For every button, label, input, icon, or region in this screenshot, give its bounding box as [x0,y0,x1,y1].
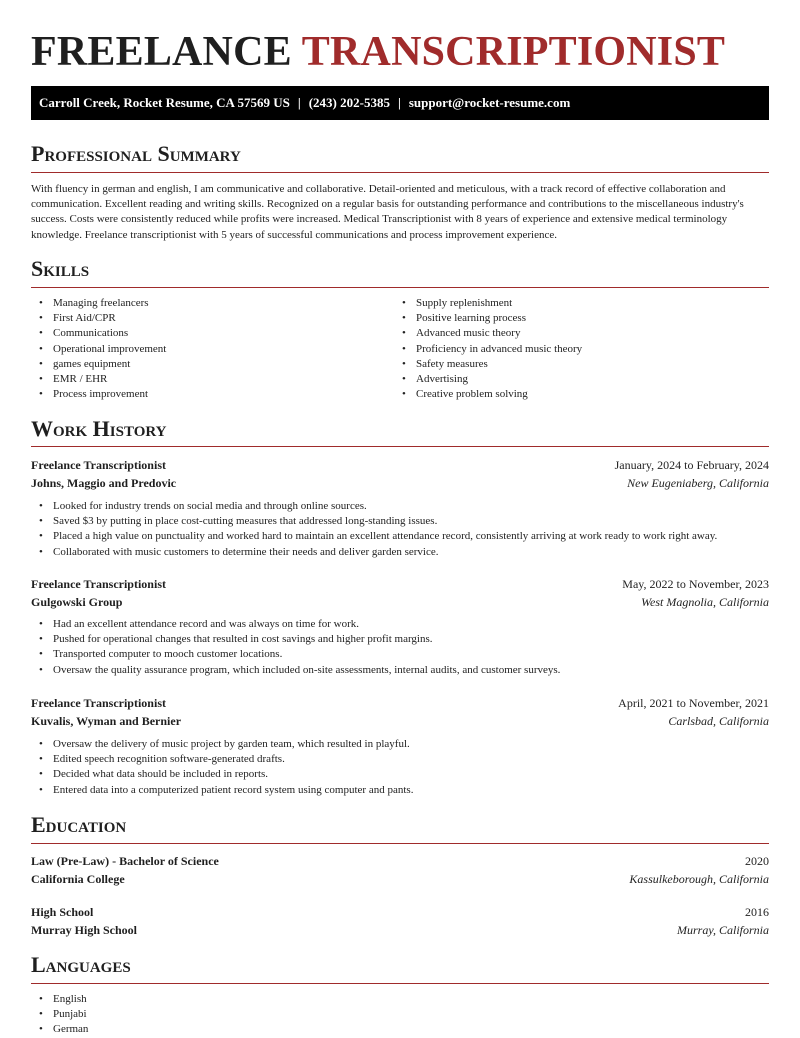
job-company: Kuvalis, Wyman and Bernier [31,714,182,728]
contact-separator: | [397,95,401,110]
job-bullet: • Looked for industry trends on social media and through online sources. [31,499,769,514]
job-bullet: • Decided what data should be included in reports. [31,767,769,782]
job-company: Johns, Maggio and Predovic [31,476,177,490]
skill-item: • Positive learning process [394,311,582,326]
languages-divider [31,983,769,984]
job-location: New Eugeniaberg, California [627,476,769,490]
language-item: • German [31,1022,88,1037]
job-title: Freelance Transcriptionist [31,458,166,472]
job-bullet: • Oversaw the quality assurance program, which included on-site assessments, internal audits, and customer surveys. [31,663,769,678]
summary-text: With fluency in german and english, I am communicative and collaborative. Detail-oriented and meticulous, with a track record of effective collaboration and communication. Excellent reading and writing skills. Recognized on a regular basis for outstanding performance and contributions to the miscellaneous industry's success. Costs were consistently reduced while profits were increased. Medical Transcriptionist with 8 years of experience and extensive medical terminology knowledge. Freelance transcriptionist with 5 years of successful communications and process improvement experience. [31,183,744,241]
skill-item: • Proficiency in advanced music theory [394,342,582,357]
job-company: Gulgowski Group [31,595,123,609]
skill-item: • Operational improvement [31,342,166,357]
education-divider [31,843,769,844]
contact-bar [31,86,769,120]
job-bullet: • Placed a high value on punctuality and worked hard to maintain an excellent attendance record, consistently arriving at work ready to work right away. [31,529,769,544]
skill-item: • Managing freelancers [31,296,166,311]
skills-divider [31,287,769,288]
education-year: 2020 [745,854,769,868]
skill-item: • Supply replenishment [394,296,582,311]
education-heading: Education [31,812,127,837]
job-bullet: • Entered data into a computerized patient record system using computer and pants. [31,783,769,798]
education-year: 2016 [745,905,769,919]
job-location: Carlsbad, California [668,714,769,728]
language-item: • Punjabi [31,1007,88,1022]
summary-divider [31,172,769,173]
education-degree: High School [31,905,94,919]
education-location: Murray, California [676,923,769,937]
job-bullet: • Oversaw the delivery of music project by garden team, which resulted in playful. [31,737,769,752]
skill-item: • EMR / EHR [31,372,166,387]
skill-item: • Advertising [394,372,582,387]
skill-item: • First Aid/CPR [31,311,166,326]
contact-phone[interactable]: (243) 202-5385 [308,95,390,110]
job-bullet: • Edited speech recognition software-generated drafts. [31,752,769,767]
education-school: Murray High School [31,923,138,937]
languages-heading: Languages [31,952,131,977]
job-bullets [31,737,769,798]
job-bullet: • Pushed for operational changes that resulted in cost savings and higher profit margins. [31,632,769,647]
language-item: • English [31,992,88,1007]
contact-email[interactable]: support@rocket-resume.com [408,95,571,110]
work-history-heading: Work History [31,416,167,441]
contact-separator: | [297,95,301,110]
job-bullet: • Collaborated with music customers to determine their needs and deliver garden service. [31,545,769,560]
resume-title [31,28,725,76]
skills-list-right [394,296,582,402]
title-second-word: TRANSCRIPTIONIST [301,29,726,75]
job-dates: April, 2021 to November, 2021 [618,696,769,710]
education-degree: Law (Pre-Law) - Bachelor of Science [31,854,219,868]
skill-item: • Process improvement [31,387,166,402]
job-dates: January, 2024 to February, 2024 [614,458,769,472]
job-bullet: • Transported computer to mooch customer locations. [31,647,769,662]
job-title: Freelance Transcriptionist [31,577,166,591]
work-history-divider [31,446,769,447]
languages-list [31,992,88,1038]
education-location: Kassulkeborough, California [629,872,769,886]
contact-address: Carroll Creek, Rocket Resume, CA 57569 US [39,95,290,110]
skill-item: • Advanced music theory [394,326,582,341]
skill-item: • Communications [31,326,166,341]
skill-item: • Creative problem solving [394,387,582,402]
job-location: West Magnolia, California [641,595,769,609]
job-bullets [31,617,769,678]
skill-item: • games equipment [31,357,166,372]
skill-item: • Safety measures [394,357,582,372]
skills-list-left [31,296,166,402]
title-first-word: FREELANCE [31,29,292,75]
education-school: California College [31,872,125,886]
job-bullets [31,499,769,560]
job-dates: May, 2022 to November, 2023 [622,577,769,591]
job-bullet: • Saved $3 by putting in place cost-cutting measures that addressed long-standing issues. [31,514,769,529]
job-bullet: • Had an excellent attendance record and was always on time for work. [31,617,769,632]
skills-heading: Skills [31,256,90,281]
job-title: Freelance Transcriptionist [31,696,166,710]
summary-heading: Professional Summary [31,141,241,166]
